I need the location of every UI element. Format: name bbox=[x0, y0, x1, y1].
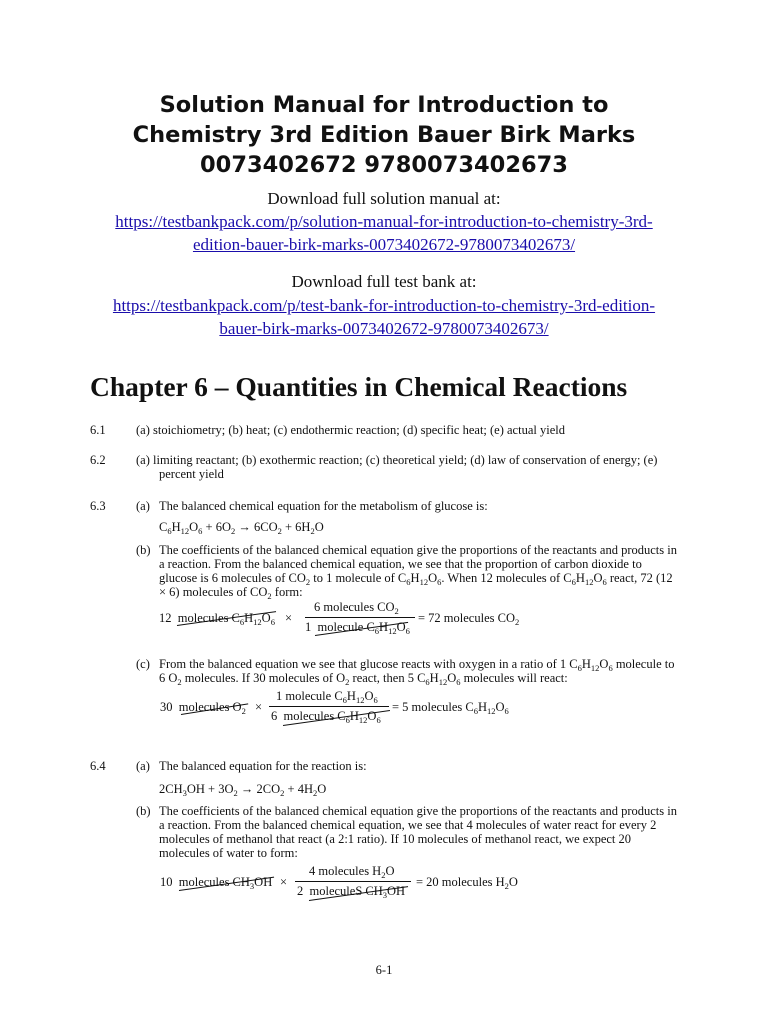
fraction-bar bbox=[305, 617, 415, 618]
chapter-title: Chapter 6 – Quantities in Chemical Reactions bbox=[90, 371, 628, 402]
page-number: 6-1 bbox=[375, 963, 393, 977]
download-testbank-label: Download full test bank at: bbox=[291, 272, 477, 291]
solution-link-line-2[interactable]: edition-bauer-birk-marks-0073402672-9780073402673/ bbox=[192, 235, 576, 254]
problem-6-2-number: 6.2 bbox=[90, 453, 106, 467]
fraction-bar bbox=[269, 706, 389, 707]
testbank-link-line-1[interactable]: https://testbankpack.com/p/test-bank-for-introduction-to-chemistry-3rd-edition- bbox=[112, 296, 656, 315]
problem-6-3b-label: (b) bbox=[136, 543, 151, 557]
calc-6-3c-result: = 5 molecules $C_6H_{12}O_6$ bbox=[392, 700, 509, 716]
document-title bbox=[0, 90, 768, 180]
calc-6-4b-numerator: 4 molecules $H_2O$ bbox=[309, 864, 395, 880]
problem-6-4a-text: The balanced equation for the reaction is: bbox=[159, 759, 367, 773]
times-sign: × bbox=[280, 875, 288, 889]
problem-6-3c-text: From the balanced equation we see that glucose reacts with oxygen in a ratio of 1 $C_6H_{12}O_6$ molecule to 6 $O_2$ molecules. If 30 molecules of $O_2$ react, then 5 $C_6H_{12}O_6$ molecules will react: bbox=[159, 657, 675, 687]
calc-6-4b-result: = 20 molecules $H_2O$ bbox=[416, 875, 518, 891]
test-bank-link[interactable] bbox=[60, 294, 708, 340]
calc-6-4b-denominator: 2 moleculeS $CH_3OH$ bbox=[297, 884, 406, 900]
solution-link-line-1[interactable]: https://testbankpack.com/p/solution-manual-for-introduction-to-chemistry-3rd- bbox=[115, 212, 653, 231]
problem-6-1-number: 6.1 bbox=[90, 423, 106, 437]
calc-6-3c-numerator: 1 molecule $C_6H_{12}O_6$ bbox=[276, 689, 378, 705]
calc-6-3b-given: 12 molecules $C_6H_{12}O_6$ bbox=[159, 611, 275, 627]
title-line-1: Solution Manual for Introduction to bbox=[159, 92, 609, 118]
problem-6-4-number: 6.4 bbox=[90, 759, 106, 773]
problem-6-4a-label: (a) bbox=[136, 759, 150, 773]
problem-6-3c-label: (c) bbox=[136, 657, 150, 671]
calc-6-3c-given: 30 molecules $O_2$ bbox=[160, 700, 246, 716]
calc-6-3b-numerator: 6 molecules $CO_2$ bbox=[314, 600, 399, 616]
problem-6-1-text: (a) stoichiometry; (b) heat; (c) endothermic reaction; (d) specific heat; (e) actual yield bbox=[136, 423, 565, 437]
times-sign: × bbox=[255, 700, 263, 714]
problem-6-4b-label: (b) bbox=[136, 804, 151, 818]
calc-6-4b-given: 10 molecules $CH_3OH$ bbox=[160, 875, 273, 891]
testbank-link-line-2[interactable]: bauer-birk-marks-0073402672-9780073402673/ bbox=[219, 319, 549, 338]
problem-6-2-text bbox=[136, 453, 681, 481]
problem-6-4b-text: The coefficients of the balanced chemical equation give the proportions of the reactants and products in a reaction. From the balanced chemical equation, we see that 4 molecules of water react for every 2 molecules of methanol that react (a 2:1 ratio). If 10 molecules of methanol react, we expect 20 molecules of water to form: bbox=[159, 804, 677, 860]
solution-manual-link[interactable] bbox=[60, 210, 708, 256]
problem-6-3a-label: (a) bbox=[136, 499, 150, 513]
glucose-equation: $C_6H_{12}O_6 + 6O_2 \to 6CO_2 + 6H_2O$ bbox=[159, 520, 324, 536]
calc-6-3b-denominator: 1 molecule $C_6H_{12}O_6$ bbox=[305, 620, 410, 636]
title-line-3: 0073402672 9780073402673 bbox=[200, 152, 568, 178]
title-line-2: Chemistry 3rd Edition Bauer Birk Marks bbox=[132, 122, 636, 148]
problem-6-3b-text: The coefficients of the balanced chemical equation give the proportions of the reactants and products in a reaction. From the balanced chemical equation, we see that the proportion of carbon dioxide to glucose is 6 molecules of $CO_2$ to 1 molecule of $C_6H_{12}O_6$. When 12 molecules of $C_6H_{12}O_6$ react, 72 (12 × 6) molecules of $CO_2$ form: bbox=[159, 543, 677, 601]
times-sign: × bbox=[285, 611, 293, 625]
problem-6-3-number: 6.3 bbox=[90, 499, 106, 513]
problem-6-3a-text: The balanced chemical equation for the metabolism of glucose is: bbox=[159, 499, 488, 513]
methanol-equation: $2CH_3OH + 3O_2 \to 2CO_2 + 4H_2O$ bbox=[159, 782, 327, 798]
problem-6-2-text-content: (a) limiting reactant; (b) exothermic reaction; (c) theoretical yield; (d) law of conservation of energy; (e) percent yield bbox=[136, 453, 658, 481]
calc-6-3b-result: = 72 molecules $CO_2$ bbox=[418, 611, 520, 627]
fraction-bar bbox=[295, 881, 411, 882]
calc-6-3c-denominator: 6 molecules $C_6H_{12}O_6$ bbox=[271, 709, 381, 725]
download-solution-label: Download full solution manual at: bbox=[267, 189, 501, 208]
